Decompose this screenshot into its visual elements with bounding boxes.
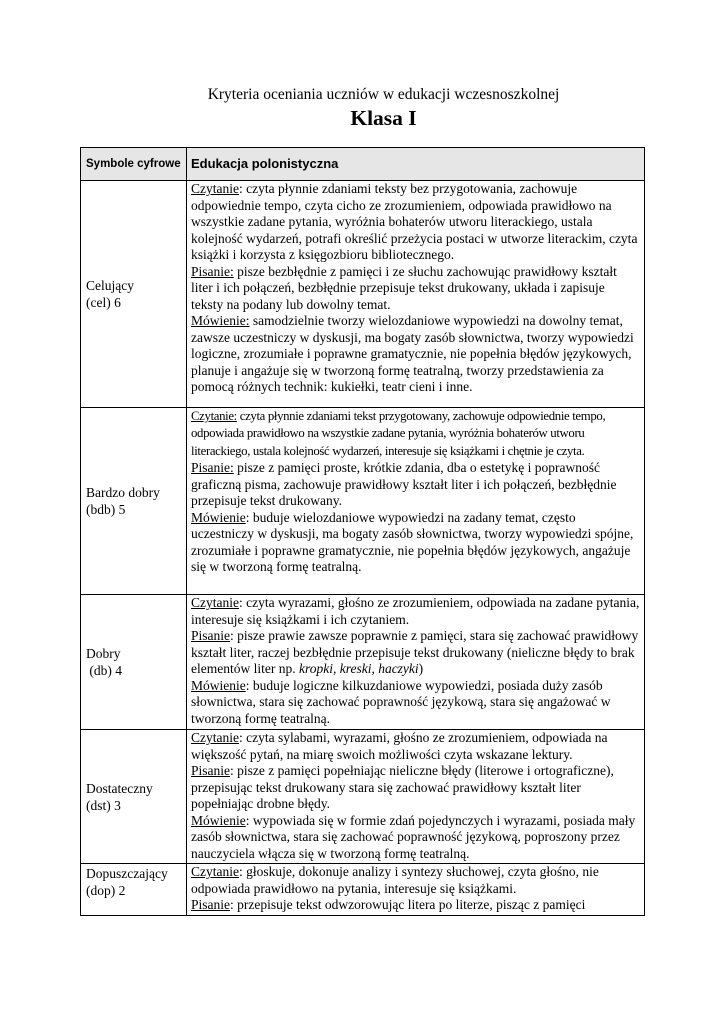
criteria-cell	[187, 408, 645, 595]
speaking-text: : wypowiada się w formie zdań pojedynczych i wyrazami, posiada mały zasób słownictwa, stara się zachować poprawność językową, poproszony przez nauczyciela włącza się w tworzoną formę teatralną.	[191, 812, 636, 861]
writing-label: Pisanie	[191, 628, 230, 643]
writing-example: kropki, kreski, haczyki	[298, 661, 419, 676]
reading-criteria	[191, 864, 640, 897]
grade-cell	[81, 730, 187, 864]
reading-criteria	[191, 595, 640, 628]
reading-text: : czyta płynnie zdaniami teksty bez przygotowania, zachowuje odpowiednie tempo, czyta cicho ze zrozumieniem, odpowiada prawidłowo na wszystkie zadane pytania, wyróżnia bohaterów utworu literackiego, ustala kolejność wydarzeń, potrafi określić przeżycia postaci w utworze literackim, czyta książki i korzysta z księgozbioru bibliotecznego.	[191, 181, 638, 262]
reading-text: czyta płynnie zdaniami tekst przygotowany, zachowuje odpowiednie tempo, odpowiada prawidłowo na wszystkie zadane pytania, wyróżnia bohaterów utworu literackiego, ustala kolejność wydarzeń, interesuje się książkami i chętnie je czyta.	[191, 409, 606, 458]
grade-cell	[81, 864, 187, 916]
header-symbols: Symbole cyfrowe	[81, 148, 187, 181]
writing-text: pisze z pamięci proste, krótkie zdania, dba o estetykę i poprawność graficzną pisma, zachowuje prawidłowy kształt liter i ich połączeń, bezbłędnie przepisuje tekst drukowany.	[191, 460, 617, 509]
grade-cell	[81, 181, 187, 408]
grade-code: (bdb) 5	[86, 502, 126, 517]
grade-code: (dop) 2	[86, 883, 126, 898]
writing-criteria	[191, 460, 640, 510]
speaking-text: : buduje logiczne kilkuzdaniowe wypowiedzi, posiada duży zasób słownictwa, stara się zachować poprawność językową, stara się angażować w tworzoną formę teatralną.	[191, 677, 611, 726]
reading-criteria	[191, 181, 640, 264]
reading-criteria	[191, 408, 640, 460]
table-row	[81, 595, 645, 730]
grade-cell	[81, 595, 187, 730]
reading-label: Czytanie	[191, 864, 239, 879]
grade-code: (db) 4	[86, 663, 122, 678]
grade-name: Celujący	[86, 278, 134, 293]
reading-label: Czytanie	[191, 595, 239, 610]
speaking-criteria	[191, 313, 640, 396]
writing-text-end: )	[418, 661, 424, 676]
writing-criteria	[191, 763, 640, 813]
reading-text: : głoskuje, dokonuje analizy i syntezy słuchowej, czyta głośno, nie odpowiada prawidłowo na pytania, interesuje się książkami.	[191, 864, 599, 896]
document-title: Kryteria oceniania uczniów w edukacji wczesnoszkolnej	[207, 86, 560, 103]
reading-text: : czyta wyrazami, głośno ze zrozumieniem, odpowiada na zadane pytania, interesuje się książkami i ich czytaniem.	[191, 595, 640, 627]
writing-criteria	[191, 264, 640, 314]
criteria-cell	[187, 730, 645, 864]
grade-name: Dostateczny	[86, 780, 153, 796]
writing-text: pisze bezbłędnie z pamięci i ze słuchu zachowując prawidłowy kształt liter i ich połączeń, bezbłędnie przepisuje tekst drukowany, układa i zapisuje teksty na podany lub dowolny temat.	[191, 263, 617, 312]
speaking-label: Mówienie	[191, 677, 246, 693]
grade-name: Dobry	[86, 646, 121, 661]
writing-label: Pisanie:	[191, 460, 234, 476]
writing-text: : pisze z pamięci popełniając nieliczne błędy (literowe i ortograficzne), przepisując tekst drukowany stara się zachować prawidłowy kształt liter popełniając drobne błędy.	[191, 763, 614, 811]
table-row	[81, 408, 645, 595]
speaking-label: Mówienie	[191, 812, 246, 828]
grade-code: (cel) 6	[86, 295, 121, 310]
writing-text: : pisze prawie zawsze poprawnie z pamięci, stara się zachować prawidłowy kształt liter, raczej bezbłędnie przepisuje tekst drukowany (nieliczne błędy to brak elementów liter np.	[191, 628, 639, 676]
table-header-row	[81, 148, 645, 181]
table-row	[81, 730, 645, 864]
criteria-cell	[187, 181, 645, 408]
speaking-criteria	[191, 813, 640, 863]
table-row	[81, 181, 645, 408]
speaking-label: Mówienie:	[191, 313, 250, 328]
reading-text: : czyta sylabami, wyrazami, głośno ze zrozumieniem, odpowiada na większość pytań, na miarę swoich możliwości czyta wskazane lektury.	[191, 730, 608, 762]
class-heading: Klasa I	[350, 106, 417, 130]
writing-criteria	[191, 628, 640, 678]
reading-label: Czytanie	[191, 730, 239, 745]
criteria-cell	[187, 864, 645, 916]
grade-name: Dopuszczający	[86, 866, 168, 881]
grade-name: Bardzo dobry	[86, 485, 160, 500]
reading-label: Czytanie:	[191, 409, 237, 423]
criteria-cell	[187, 595, 645, 730]
speaking-text: : buduje wielozdaniowe wypowiedzi na zadany temat, często uczestniczy w dyskusji, ma bogaty zasób słownictwa, tworzy wypowiedzi spójne, zrozumiałe i poprawne gramatycznie, nie popełnia błędów językowych, angażuje się w tworzoną formę teatralną.	[191, 509, 634, 575]
speaking-criteria	[191, 510, 640, 576]
writing-criteria	[191, 897, 640, 914]
writing-label: Pisanie:	[191, 263, 234, 279]
header-subject: Edukacja polonistyczna	[187, 148, 645, 181]
writing-label: Pisanie	[191, 897, 230, 912]
speaking-criteria	[191, 678, 640, 728]
writing-label: Pisanie	[191, 763, 230, 778]
writing-text: : przepisuje tekst odwzorowując litera po literze, pisząc z pamięci	[230, 897, 586, 912]
speaking-text: samodzielnie tworzy wielozdaniowe wypowiedzi na dowolny temat, zawsze uczestniczy w dyskusji, ma bogaty zasób słownictwa, tworzy wypowiedzi logiczne, zrozumiałe i poprawne gramatycznie, nie popełnia błędów językowych, planuje i angażuje się w tworzoną formę teatralną, tworzy przedstawienia za pomocą różnych technik: kukiełki, teatr cieni i inne.	[191, 313, 634, 394]
speaking-label: Mówienie	[191, 509, 246, 525]
reading-label: Czytanie	[191, 181, 239, 196]
grading-criteria-table	[80, 147, 645, 916]
reading-criteria	[191, 730, 640, 763]
grade-code: (dst) 3	[86, 797, 121, 813]
table-row	[81, 864, 645, 916]
grade-cell	[81, 408, 187, 595]
